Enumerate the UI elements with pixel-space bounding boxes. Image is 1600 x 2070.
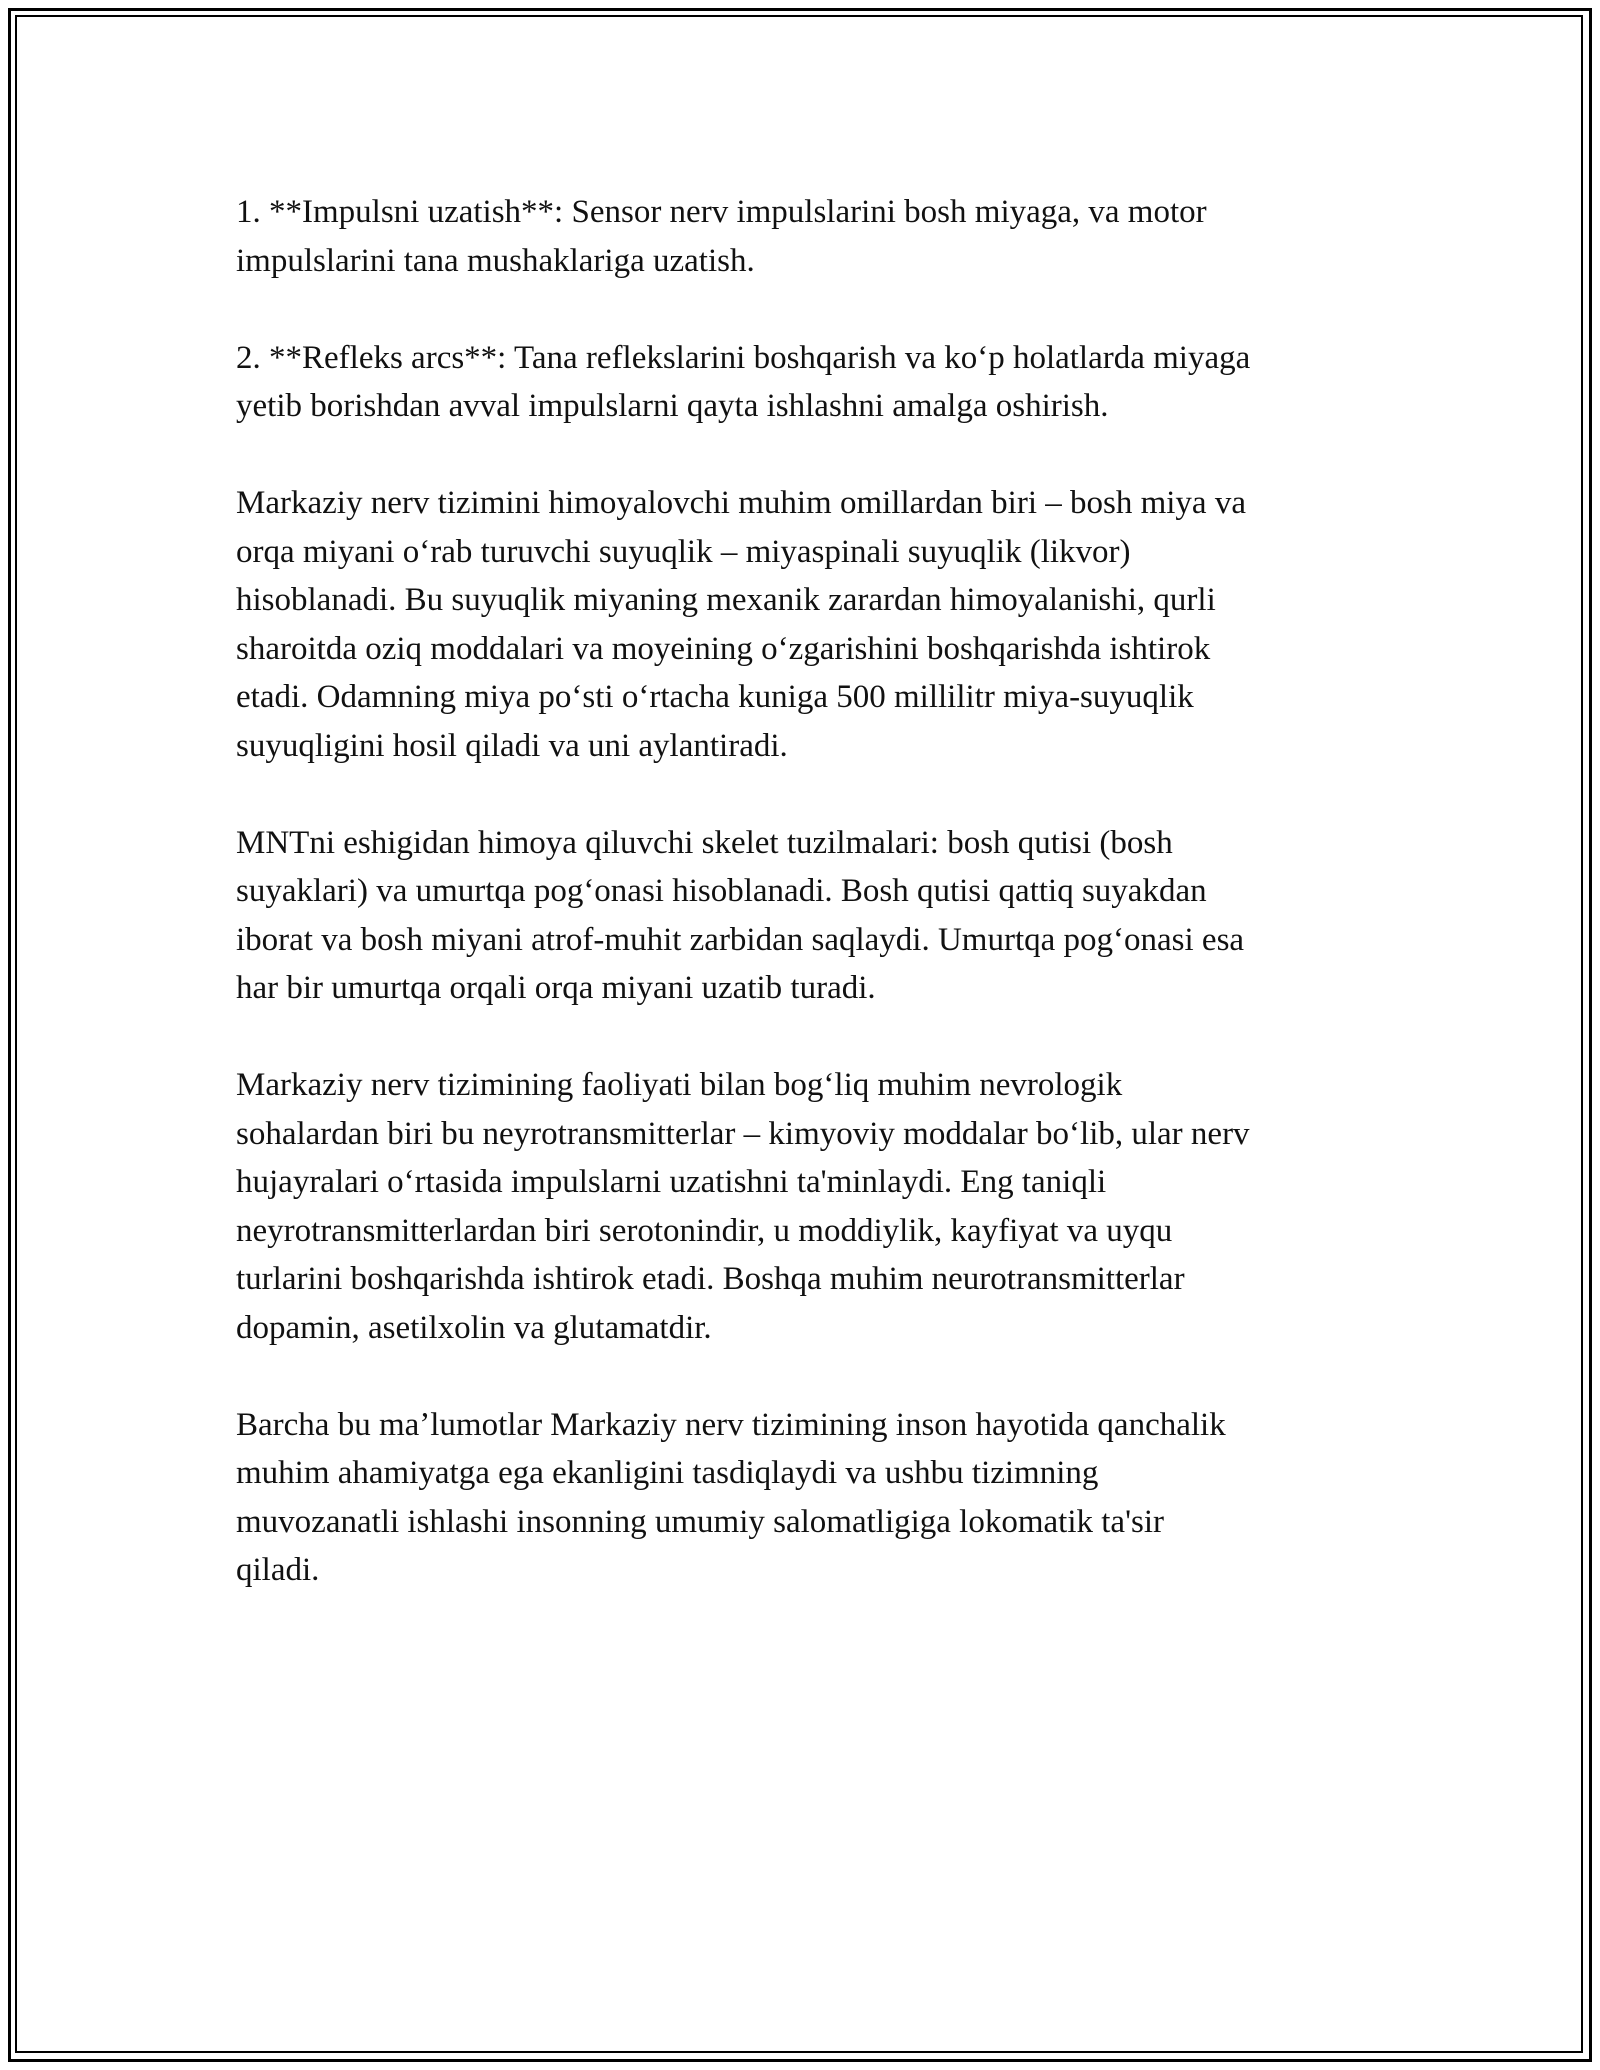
text-line: hisoblanadi. Bu suyuqlik miyaning mexanik zarardan himoyalanishi, qurli	[236, 582, 1216, 618]
text-line: neyrotransmitterlardan biri serotonindir, u moddiylik, kayfiyat va uyqu	[236, 1212, 1173, 1249]
text-line: Markaziy nerv tizimini himoyalovchi muhim omillardan biri – bosh miya va	[236, 485, 1246, 521]
text-line: yetib borishdan avval impulslarni qayta ishlashni amalga oshirish.	[236, 388, 1109, 424]
text-line: hujayralari oʻrtasida impulslarni uzatishni ta'minlaydi. Eng taniqli	[236, 1164, 1107, 1200]
text-line: turlarini boshqarishda ishtirok etadi. Boshqa muhim neurotransmitterlar	[236, 1261, 1185, 1297]
text-line: suyuqligini hosil qiladi va uni aylantiradi.	[236, 727, 788, 764]
text-line: har bir umurtqa orqali orqa miyani uzatib turadi.	[236, 970, 876, 1006]
text-line: etadi. Odamning miya poʻsti oʻrtacha kuniga 500 millilitr miya-suyuqlik	[236, 679, 1194, 715]
text-line: dopamin, asetilxolin va glutamatdir.	[236, 1309, 712, 1346]
text-line: muvozanatli ishlashi insonning umumiy salomatligiga lokomatik ta'sir	[236, 1503, 1165, 1540]
text-line: MNTni eshigidan himoya qiluvchi skelet tuzilmalari: bosh qutisi (bosh	[236, 824, 1173, 861]
text-line: 2. **Refleks arcs**: Tana reflekslarini boshqarish va koʻp holatlarda miyaga	[236, 339, 1251, 376]
text-line: qiladi.	[236, 1552, 320, 1588]
paragraph-conclusion	[236, 1401, 1386, 1595]
paragraph-impulse-transmission	[236, 188, 1386, 285]
text-line: Barcha bu maʼlumotlar Markaziy nerv tizimining inson hayotida qanchalik	[236, 1406, 1226, 1443]
text-line: orqa miyani oʻrab turuvchi suyuqlik – miyaspinali suyuqlik (likvor)	[236, 533, 1131, 570]
text-line: Markaziy nerv tizimining faoliyati bilan bogʻliq muhim nevrologik	[236, 1067, 1123, 1103]
text-line: sohalardan biri bu neyrotransmitterlar – kimyoviy moddalar boʻlib, ular nerv	[236, 1115, 1250, 1152]
text-line: suyaklari) va umurtqa pogʻonasi hisoblanadi. Bosh qutisi qattiq suyakdan	[236, 873, 1207, 909]
paragraph-cerebrospinal-fluid	[236, 479, 1386, 770]
text-line: iborat va bosh miyani atrof-muhit zarbidan saqlaydi. Umurtqa pogʻonasi esa	[236, 921, 1245, 958]
paragraph-skeletal-structures	[236, 819, 1386, 1013]
text-line: impulslarini tana mushaklariga uzatish.	[236, 242, 755, 279]
document-body	[236, 188, 1386, 1643]
text-line: muhim ahamiyatga ega ekanligini tasdiqlaydi va ushbu tizimning	[236, 1455, 1099, 1491]
text-line: 1. **Impulsni uzatish**: Sensor nerv impulslarini bosh miyaga, va motor	[236, 194, 1207, 230]
paragraph-neurotransmitters	[236, 1061, 1386, 1352]
paragraph-reflex-arcs	[236, 334, 1386, 431]
text-line: sharoitda oziq moddalari va moyeining oʻzgarishini boshqarishda ishtirok	[236, 630, 1211, 667]
